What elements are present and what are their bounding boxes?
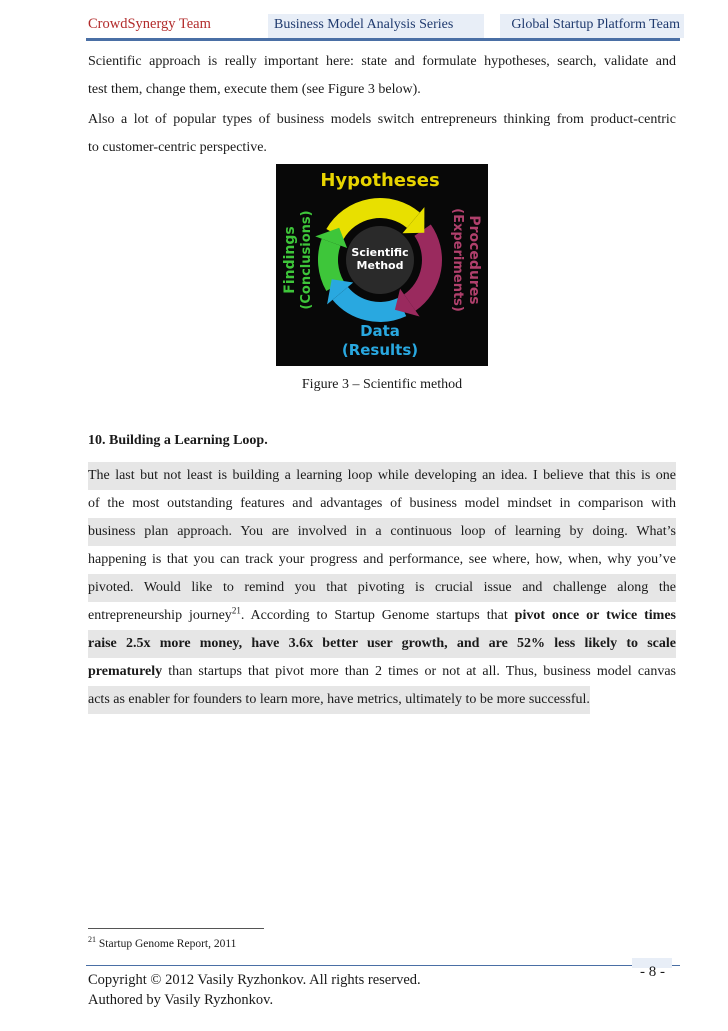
scientific-method-diagram xyxy=(276,164,488,366)
section-paragraph xyxy=(88,462,676,714)
text-line: The last but not least is building a learning loop while developing an idea. I believe that this is one xyxy=(88,462,676,490)
footnote-text: Startup Genome Report, 2011 xyxy=(98,937,237,950)
text-line: Also a lot of popular types of business models switch entrepreneurs thinking from product-centric xyxy=(88,112,676,127)
findings-label: Findings xyxy=(282,226,298,294)
bold-text: raise 2.5x more money, have 3.6x better user growth, and are 52% less likely to scale xyxy=(88,636,676,651)
experiments-label: (Experiments) xyxy=(450,208,465,312)
intro-paragraph-1 xyxy=(88,48,676,104)
header-rule xyxy=(86,38,680,41)
results-label: (Results) xyxy=(341,341,419,359)
bold-text: pivot once or twice times xyxy=(514,608,676,623)
section-heading: 10. Building a Learning Loop. xyxy=(88,433,268,448)
intro-paragraph-2 xyxy=(88,106,676,162)
text-fragment: . According to Startup Genome startups that xyxy=(240,608,515,623)
text-line: business plan approach. You are involved in a continuous loop of learning by doing. What’s xyxy=(88,518,676,546)
procedures-label: Procedures xyxy=(466,215,482,305)
center-label-2: Method xyxy=(356,259,404,272)
data-label: Data xyxy=(360,322,400,340)
footnote xyxy=(88,935,236,950)
bold-text: prematurely xyxy=(88,664,163,679)
text-line: pivoted. Would like to remind you that pivoting is crucial issue and challenge along the xyxy=(88,574,676,602)
text-fragment: entrepreneurship journey xyxy=(88,608,232,623)
text-line xyxy=(88,630,676,658)
figure-caption: Figure 3 – Scientific method xyxy=(301,377,463,392)
text-fragment: than startups that pivot more than 2 times or not at all. Thus, business model canvas xyxy=(162,664,676,679)
footnote-reference[interactable]: 21 xyxy=(231,605,241,616)
center-label-1: Scientific xyxy=(351,246,409,259)
text-line xyxy=(88,602,676,630)
text-line: happening is that you can track your progress and performance, see where, how, when, why you’ve xyxy=(88,552,676,567)
footnote-rule xyxy=(88,928,264,929)
page-header xyxy=(88,14,680,38)
header-series-title: Business Model Analysis Series xyxy=(274,17,454,32)
text-line: Scientific approach is really important here: state and formulate hypotheses, search, validate and xyxy=(88,54,676,69)
hypotheses-label: Hypotheses xyxy=(320,170,440,191)
copyright-text: Copyright © 2012 Vasily Ryzhonkov. All rights reserved. xyxy=(88,972,421,988)
text-line: test them, change them, execute them (see Figure 3 below). xyxy=(88,82,421,97)
header-left-title: CrowdSynergy Team xyxy=(88,16,211,32)
text-line: acts as enabler for founders to learn more, have metrics, ultimately to be more successful. xyxy=(88,686,590,714)
scientific-method-figure xyxy=(276,164,488,366)
text-line: of the most outstanding features and advantages of business model mindset in comparison with xyxy=(88,496,676,511)
text-line: to customer-centric perspective. xyxy=(88,140,267,155)
page-number: - 8 - xyxy=(640,964,665,980)
page-footer xyxy=(88,970,421,1010)
header-right-title: Global Startup Platform Team xyxy=(511,17,680,32)
author-text: Authored by Vasily Ryzhonkov. xyxy=(88,992,274,1008)
text-line xyxy=(88,658,676,686)
cycle-arrow-left xyxy=(328,242,335,286)
cycle-arrow-bottom xyxy=(340,293,402,312)
footnote-number: 21 xyxy=(88,935,96,944)
conclusions-label: (Conclusions) xyxy=(299,210,314,310)
footer-rule xyxy=(86,965,680,966)
